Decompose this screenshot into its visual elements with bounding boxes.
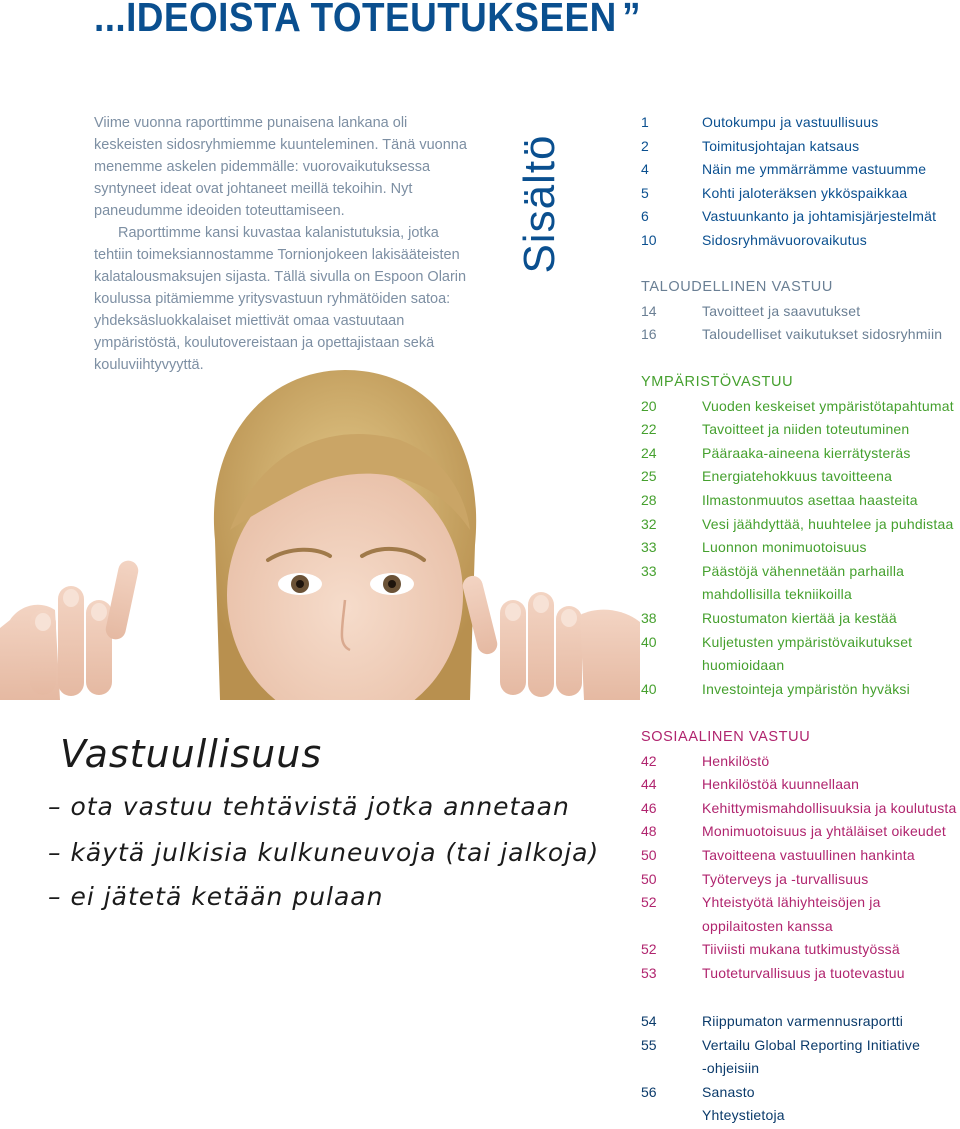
section-heading-economic: TALOUDELLINEN VASTUU: [641, 279, 833, 295]
toc-entry-continued: mahdollisilla tekniikoilla: [702, 586, 852, 603]
toc-entry-continued: oppilaitosten kanssa: [702, 917, 833, 934]
right-hand: [461, 574, 640, 700]
toc-entry[interactable]: 6 Vastuunkanto ja johtamisjärjestelmät: [641, 208, 937, 225]
note-title: Vastuullisuus: [60, 732, 323, 776]
toc-entry[interactable]: 40 Investointeja ympäristön hyväksi: [641, 680, 910, 697]
note-line-1: – ota vastuu tehtävistä jotka annetaan: [48, 792, 570, 821]
toc-entry[interactable]: 22 Tavoitteet ja niiden toteutuminen: [641, 421, 910, 438]
toc-entry[interactable]: 54 Riippumaton varmennusraportti: [641, 1013, 904, 1029]
toc-entry[interactable]: 42 Henkilöstö: [641, 752, 770, 769]
toc-entry-continued: huomioidaan: [702, 657, 785, 674]
page-headline: ...IDEOISTA TOTEUTUKSEEN ”: [94, 0, 641, 40]
toc-entry[interactable]: 4 Näin me ymmärrämme vastuumme: [641, 161, 927, 178]
girl-photo: [0, 360, 640, 700]
toc-entry[interactable]: 40 Kuljetusten ympäristövaikutukset: [641, 633, 913, 650]
toc-general: [641, 111, 960, 253]
toc-entry[interactable]: 46 Kehittymismahdollisuuksia ja koulutusta: [641, 799, 957, 816]
toc-entry[interactable]: 55 Vertailu Global Reporting Initiative: [641, 1036, 921, 1053]
toc-entry-continued: Yhteystietoja: [702, 1107, 785, 1124]
toc-environmental: [641, 371, 960, 701]
toc-entry-continued: -ohjeisiin: [702, 1060, 760, 1077]
toc-entry[interactable]: 52 Yhteistyötä lähiyhteisöjen ja: [641, 894, 881, 911]
toc-entry[interactable]: 25 Energiatehokkuus tavoitteena: [641, 468, 893, 485]
toc-entry[interactable]: 50 Tavoitteena vastuullinen hankinta: [641, 846, 915, 863]
intro-text: [94, 112, 472, 376]
left-hand: [0, 559, 140, 700]
toc-entry[interactable]: 14 Tavoitteet ja saavutukset: [641, 302, 861, 319]
toc-entry[interactable]: 2 Toimitusjohtajan katsaus: [641, 137, 860, 154]
section-heading-environmental: YMPÄRISTÖVASTUU: [641, 374, 794, 390]
intro-paragraph-1: Viime vuonna raporttimme punaisena lankana oli keskeisten sidosryhmiemme kuunteleminen. Tänä vuonna menemme askelen pidemmälle: vuorovaikutuksessa syntyneet ideat ovat johtaneet meillä tekoihin. Nyt paneudumme ideoiden toteuttamiseen.: [94, 115, 467, 219]
toc-social: [641, 726, 960, 986]
toc-entry[interactable]: 1 Outokumpu ja vastuullisuus: [641, 114, 879, 130]
section-heading-social: SOSIAALINEN VASTUU: [641, 729, 811, 745]
intro-paragraph-2: Raporttimme kansi kuvastaa kalanistutuksia, jotka tehtiin toimeksiannostamme Tornionjokeen lakisääteisten kalatalousmaksujen sijasta. Tällä sivulla on Espoon Olarin koulussa pitämiemme yritysvastuun ryhmätöiden satoa: yhdeksäsluokkalaiset miettivät omaa vastuutaan ympäristöstä, koulutovereistaan ja opettajistaan sekä kouluviihtyvyyttä.: [94, 225, 467, 373]
toc-entry[interactable]: 16 Taloudelliset vaikutukset sidosryhmiin: [641, 326, 943, 343]
toc-back-matter: [641, 1010, 960, 1128]
toc-entry[interactable]: 28 Ilmastonmuutos asettaa haasteita: [641, 491, 918, 508]
toc-entry[interactable]: 33 Päästöjä vähennetään parhailla: [641, 562, 905, 579]
toc-entry[interactable]: 38 Ruostumaton kiertää ja kestää: [641, 609, 897, 626]
toc-entry[interactable]: 33 Luonnon monimuotoisuus: [641, 539, 867, 556]
contents-title: Sisältö: [515, 134, 564, 274]
toc-entry[interactable]: 53 Tuoteturvallisuus ja tuotevastuu: [641, 964, 905, 981]
toc-entry[interactable]: 24 Pääraaka-aineena kierrätysteräs: [641, 444, 911, 461]
toc-entry[interactable]: 50 Työterveys ja -turvallisuus: [641, 870, 869, 887]
toc-entry[interactable]: 32 Vesi jäähdyttää, huuhtelee ja puhdistaa: [641, 515, 954, 532]
note-line-3: – ei jätetä ketään pulaan: [48, 882, 384, 911]
toc-entry[interactable]: 5 Kohti jaloteräksen ykköspaikkaa: [641, 184, 908, 201]
toc-entry[interactable]: 48 Monimuotoisuus ja yhtäläiset oikeudet: [641, 823, 946, 840]
toc-economic: [641, 276, 960, 347]
note-line-2: – käytä julkisia kulkuneuvoja (tai jalkoja): [48, 838, 600, 867]
toc-entry[interactable]: 52 Tiiviisti mukana tutkimustyössä: [641, 941, 900, 958]
toc-entry[interactable]: 20 Vuoden keskeiset ympäristötapahtumat: [641, 397, 954, 414]
toc-entry[interactable]: 44 Henkilöstöä kuunnellaan: [641, 776, 860, 793]
toc-entry[interactable]: 56 Sanasto: [641, 1083, 755, 1100]
handwritten-note: [40, 720, 600, 920]
toc-entry[interactable]: 10 Sidosryhmävuorovaikutus: [641, 231, 867, 248]
